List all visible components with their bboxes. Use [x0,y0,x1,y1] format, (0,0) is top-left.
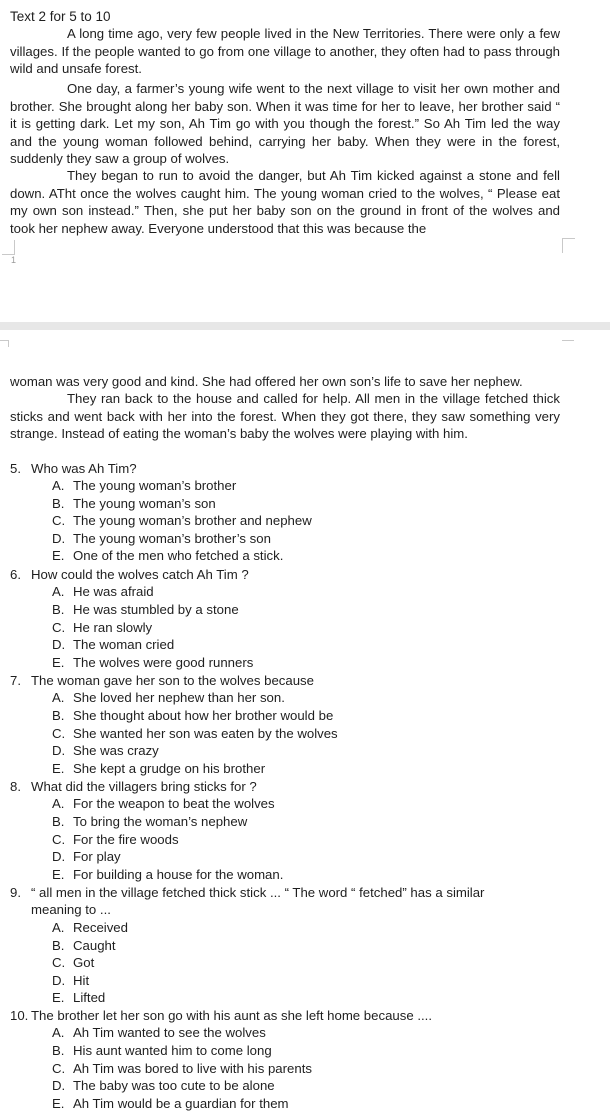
q10-option-a[interactable]: A. Ah Tim wanted to see the wolves [52,1025,266,1040]
q6-option-b[interactable]: B. He was stumbled by a stone [52,602,239,617]
question-number: 5. [10,461,21,476]
page-1 [0,0,610,322]
q9-option-b[interactable]: B. Caught [52,938,116,953]
passage-paragraph-1: A long time ago, very few people lived in the New Territories. There were only a few villages. If the people wanted to go from one village to another, they often had to pass through wild and unsafe forest. [10,26,560,77]
q8-option-e[interactable]: E. For building a house for the woman. [52,867,284,882]
q5-option-b[interactable]: B. The young woman’s son [52,496,216,511]
passage-paragraph-3: They began to run to avoid the danger, but Ah Tim kicked against a stone and fell down. ATht once the wolves caught him. The young woman cried to the wolves, “ Please eat my own son instead.” Then, she put her baby son on the ground in front of the wolves and took her nephew away. Everyone understood that this was because the [10,168,560,236]
question-number: 8. [10,779,21,794]
question-text: The woman gave her son to the wolves because [31,673,314,688]
q9-option-c[interactable]: C. Got [52,955,95,970]
passage-paragraph-3-cont: woman was very good and kind. She had offered her own son’s life to save her nephew. [10,374,523,389]
page-2 [0,330,610,1113]
question-text: The brother let her son go with his aunt as she left home because .... [31,1008,432,1023]
q6-option-a[interactable]: A. He was afraid [52,584,154,599]
question-number: 9. [10,885,21,900]
q7-option-a[interactable]: A. She loved her nephew than her son. [52,690,285,705]
q10-option-b[interactable]: B. His aunt wanted him to come long [52,1043,272,1058]
question-8 [10,778,565,796]
q10-option-e[interactable]: E. Ah Tim would be a guardian for them [52,1096,289,1111]
q9-option-e[interactable]: E. Lifted [52,990,106,1005]
crop-mark-top-left [0,340,9,347]
q6-option-e[interactable]: E. The wolves were good runners [52,655,254,670]
page-number: 1 [11,255,17,265]
q10-option-d[interactable]: D. The baby was too cute to be alone [52,1078,275,1093]
page-separator [0,322,610,330]
q9-option-a[interactable]: A. Received [52,920,128,935]
question-9-continuation: meaning to ... [31,902,111,917]
q7-option-c[interactable]: C. She wanted her son was eaten by the wolves [52,726,338,741]
q9-option-d[interactable]: D. Hit [52,973,90,988]
question-7 [10,672,565,690]
crop-mark-bottom-right [562,238,575,253]
q8-option-b[interactable]: B. To bring the woman’s nephew [52,814,248,829]
q5-option-d[interactable]: D. The young woman’s brother’s son [52,531,271,546]
passage-paragraph-2: One day, a farmer’s young wife went to the next village to visit her own mother and brother. She brought along her baby son. When it was time for her to leave, her brother said “ it is getting dark. Let my son, Ah Tim go with you though the forest.” So Ah Tim led the way and the young woman followed behind, carrying her baby. When they were in the forest, suddenly they saw a group of wolves. [10,81,560,167]
question-number: 10. [10,1008,29,1023]
q5-option-a[interactable]: A. The young woman’s brother [52,478,237,493]
question-6 [10,566,565,584]
q10-option-c[interactable]: C. Ah Tim was bored to live with his parents [52,1061,312,1076]
question-text: Who was Ah Tim? [31,461,137,476]
q6-option-d[interactable]: D. The woman cried [52,637,175,652]
q6-option-c[interactable]: C. He ran slowly [52,620,153,635]
question-number: 7. [10,673,21,688]
question-text: “ all men in the village fetched thick stick ... “ The word “ fetched” has a similar [31,885,485,900]
passage-paragraph-4: They ran back to the house and called for help. All men in the village fetched thick sticks and went back with her into the forest. When they got there, they saw something very strange. Instead of eating the woman’s baby the wolves were playing with him. [10,391,560,442]
question-text: How could the wolves catch Ah Tim ? [31,567,249,582]
q8-option-d[interactable]: D. For play [52,849,121,864]
question-5 [10,460,565,478]
question-9 [10,884,562,902]
crop-mark-top-right [562,340,574,347]
q5-option-c[interactable]: C. The young woman’s brother and nephew [52,513,312,528]
q5-option-e[interactable]: E. One of the men who fetched a stick. [52,548,284,563]
question-text: What did the villagers bring sticks for ? [31,779,257,794]
question-number: 6. [10,567,21,582]
q8-option-c[interactable]: C. For the fire woods [52,832,179,847]
q7-option-e[interactable]: E. She kept a grudge on his brother [52,761,266,776]
document-title: Text 2 for 5 to 10 [10,9,111,24]
q7-option-d[interactable]: D. She was crazy [52,743,159,758]
q8-option-a[interactable]: A. For the weapon to beat the wolves [52,796,275,811]
q7-option-b[interactable]: B. She thought about how her brother would be [52,708,334,723]
question-10 [10,1007,565,1025]
crop-mark-bottom-left [2,240,15,255]
